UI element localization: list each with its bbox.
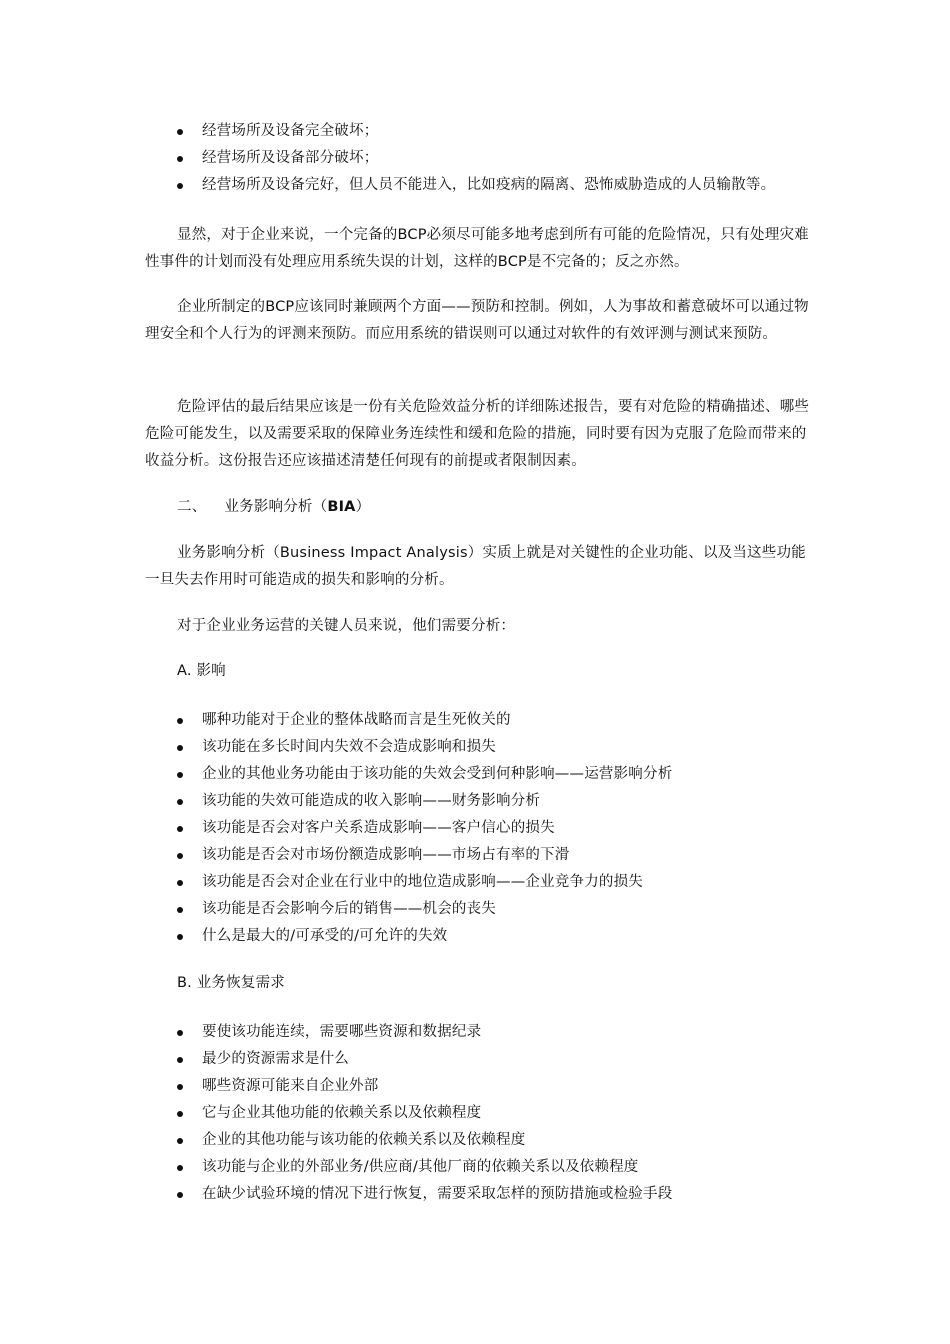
list-item-text: 在缺少试验环境的情况下进行恢复，需要采取怎样的预防措施或检验手段: [202, 1186, 673, 1202]
bullet-icon: [177, 826, 183, 832]
bullet-icon: [177, 745, 183, 751]
section-number: 二、: [177, 499, 207, 515]
paragraph-bcp-complete: [145, 222, 815, 276]
list-item-text: 企业的其他功能与该功能的依赖关系以及依赖程度: [202, 1132, 526, 1148]
list-item: [174, 707, 672, 734]
list-item-text: 经营场所及设备完全破坏；: [202, 123, 379, 139]
section-title-abbr: BIA: [327, 499, 356, 515]
list-item: [174, 172, 775, 199]
list-item: [174, 869, 672, 896]
bullet-icon: [177, 1030, 183, 1036]
subheading-text: B. 业务恢复需求: [177, 975, 285, 991]
list-item: [174, 734, 672, 761]
bullet-icon: [177, 934, 183, 940]
list-item-text: 该功能在多长时间内失效不会造成影响和损失: [202, 739, 496, 755]
list-item-text: 哪些资源可能来自企业外部: [202, 1078, 379, 1094]
list-item: [174, 1073, 672, 1100]
bullet-icon: [177, 907, 183, 913]
list-item: [174, 842, 672, 869]
bullet-icon: [177, 1138, 183, 1144]
bullet-icon: [177, 772, 183, 778]
list-item: [174, 1154, 672, 1181]
bullet-icon: [177, 183, 183, 189]
list-item-text: 企业的其他业务功能由于该功能的失效会受到何种影响——运营影响分析: [202, 766, 673, 782]
bullet-icon: [177, 799, 183, 805]
bullet-icon: [177, 1084, 183, 1090]
paragraph-bcp-prevention: [145, 294, 815, 348]
paragraph-text: 危险评估的最后结果应该是一份有关危险效益分析的详细陈述报告，要有对危险的精确描述、哪些危险可能发生，以及需要采取的保障业务连续性和缓和危险的措施，同时要有因为克服了危险而带来的收益分析。这份报告还应该描述清楚任何现有的前提或者限制因素。: [145, 399, 810, 469]
paragraph-text: 业务影响分析（Business Impact Analysis）实质上就是对关键性的企业功能、以及当这些功能一旦失去作用时可能造成的损失和影响的分析。: [145, 545, 806, 588]
bullet-icon: [177, 129, 183, 135]
subheading-text: A. 影响: [177, 663, 226, 679]
section-title-prefix: 业务影响分析（: [224, 499, 328, 515]
list-item: [174, 145, 775, 172]
paragraph-risk-assessment: [145, 394, 815, 475]
list-item-text: 最少的资源需求是什么: [202, 1051, 349, 1067]
list-item-text: 该功能的失效可能造成的收入影响——财务影响分析: [202, 793, 541, 809]
list-item-text: 该功能与企业的外部业务/供应商/其他厂商的依赖关系以及依赖程度: [202, 1159, 639, 1175]
list-item: [174, 118, 775, 145]
paragraph-text: 企业所制定的BCP应该同时兼顾两个方面——预防和控制。例如，人为事故和蓄意破坏可以通过物理安全和个人行为的评测来预防。而应用系统的错误则可以通过对软件的有效评测与测试来预防。: [145, 299, 809, 342]
bullet-icon: [177, 1057, 183, 1063]
list-item: [174, 788, 672, 815]
list-item: [174, 1019, 672, 1046]
paragraph-text: 显然，对于企业来说，一个完备的BCP必须尽可能多地考虑到所有可能的危险情况，只有处理灾难性事件的计划而没有处理应用系统失误的计划，这样的BCP是不完备的；反之亦然。: [145, 227, 809, 270]
bullet-icon: [177, 853, 183, 859]
list-item-text: 它与企业其他功能的依赖关系以及依赖程度: [202, 1105, 482, 1121]
paragraph-text: 对于企业业务运营的关键人员来说，他们需要分析：: [177, 618, 516, 634]
list-item: [174, 1100, 672, 1127]
list-item-text: 该功能是否会对企业在行业中的地位造成影响——企业竞争力的损失: [202, 874, 643, 890]
list-item-text: 哪种功能对于企业的整体战略而言是生死攸关的: [202, 712, 511, 728]
list-item-text: 经营场所及设备部分破坏；: [202, 150, 379, 166]
bullet-icon: [177, 718, 183, 724]
bullet-icon: [177, 1192, 183, 1198]
section-title-suffix: ）: [355, 499, 371, 515]
list-item-text: 该功能是否会对市场份额造成影响——市场占有率的下滑: [202, 847, 570, 863]
list-item: [174, 896, 672, 923]
list-item: [174, 761, 672, 788]
list-item-text: 要使该功能连续，需要哪些资源和数据纪录: [202, 1024, 482, 1040]
list-item: [174, 923, 672, 950]
impact-bullet-list: [174, 707, 672, 950]
list-item: [174, 1046, 672, 1073]
paragraph-key-personnel: [177, 613, 515, 640]
paragraph-bia-definition: [145, 540, 815, 594]
recovery-bullet-list: [174, 1019, 672, 1208]
list-item: [174, 815, 672, 842]
list-item: [174, 1181, 672, 1208]
top-bullet-list: [174, 118, 775, 199]
list-item: [174, 1127, 672, 1154]
list-item-text: 该功能是否会影响今后的销售——机会的丧失: [202, 901, 496, 917]
bullet-icon: [177, 1111, 183, 1117]
subheading-impact: [177, 658, 226, 685]
bullet-icon: [177, 156, 183, 162]
list-item-text: 该功能是否会对客户关系造成影响——客户信心的损失: [202, 820, 555, 836]
bullet-icon: [177, 880, 183, 886]
bullet-icon: [177, 1165, 183, 1171]
list-item-text: 什么是最大的/可承受的/可允许的失效: [202, 928, 448, 944]
section-heading-bia: [177, 494, 370, 521]
list-item-text: 经营场所及设备完好，但人员不能进入，比如疫病的隔离、恐怖威胁造成的人员输散等。: [202, 177, 776, 193]
subheading-recovery: [177, 970, 285, 997]
